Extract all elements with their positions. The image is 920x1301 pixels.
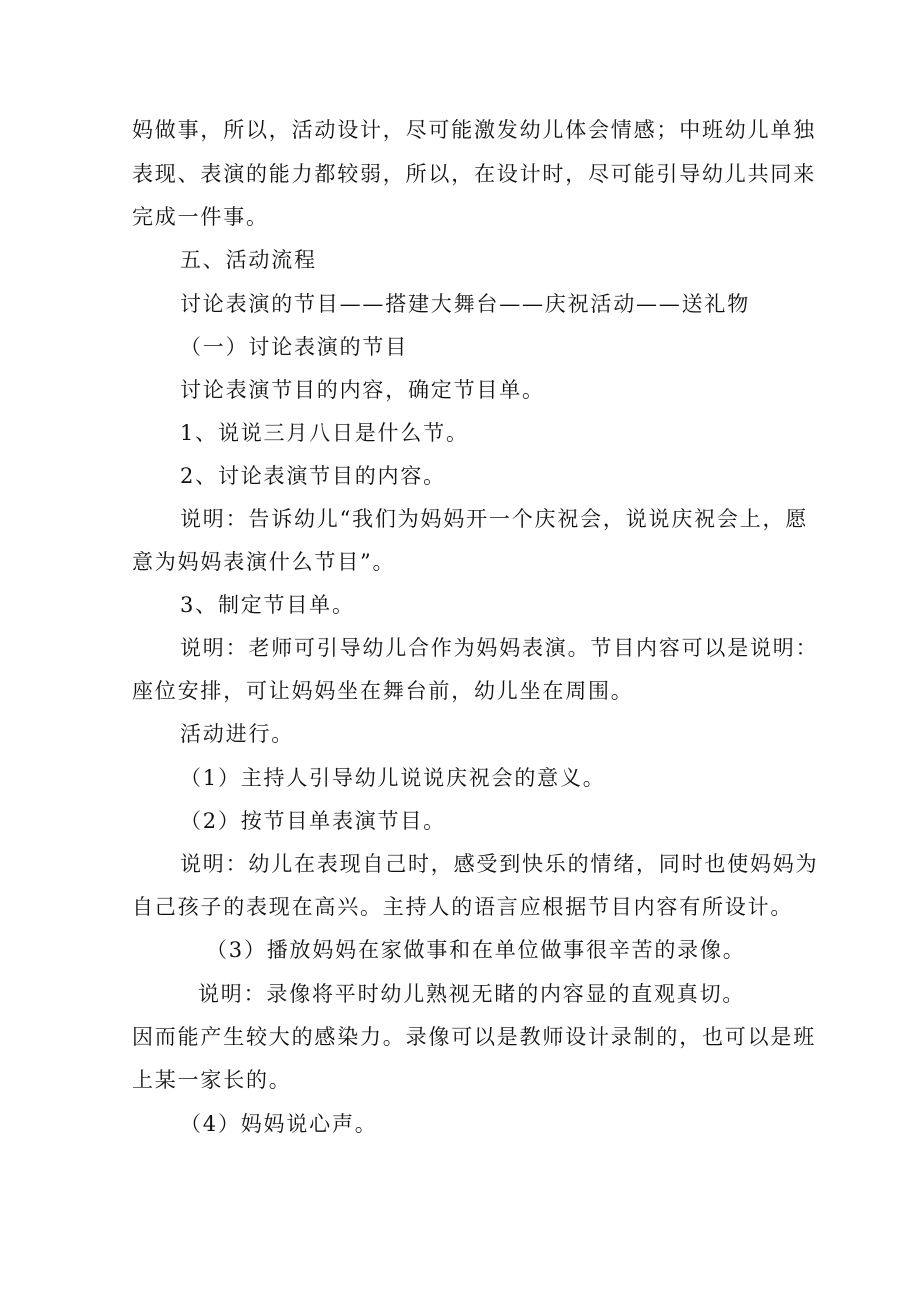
note-line: 说明：录像将平时幼儿熟视无睹的内容显的直观真切。 (198, 982, 746, 1006)
subsection-heading: （一）讨论表演的节目 (180, 335, 408, 359)
paragraph-line: 活动进行。 (180, 722, 294, 746)
paragraph-line-3: 完成一件事。 (132, 205, 269, 229)
list-item: 3、制定节目单。 (180, 593, 355, 617)
note-line: 说明：告诉幼儿“我们为妈妈开一个庆祝会，说说庆祝会上，愿 (180, 507, 809, 531)
paragraph-line-1: 妈做事，所以，活动设计，尽可能激发幼儿体会情感；中班幼儿单独 (132, 118, 816, 142)
note-line: 自己孩子的表现在高兴。主持人的语言应根据节目内容有所设计。 (132, 895, 794, 919)
list-item: （1）主持人引导幼儿说说庆祝会的意义。 (180, 766, 606, 790)
paragraph-line-2: 表现、表演的能力都较弱，所以，在设计时，尽可能引导幼儿共同来 (132, 162, 816, 186)
activity-flow-line: 讨论表演的节目——搭建大舞台——庆祝活动——送礼物 (180, 292, 750, 316)
list-item: 2、讨论表演节目的内容。 (180, 464, 446, 488)
note-line: 说明：老师可引导幼儿合作为妈妈表演。节目内容可以是说明： (180, 636, 819, 660)
list-item: （3）播放妈妈在家做事和在单位做事很辛苦的录像。 (206, 938, 746, 962)
list-item: （2）按节目单表演节目。 (180, 809, 446, 833)
list-item: （4）妈妈说心声。 (180, 1112, 378, 1136)
list-item: 1、说说三月八日是什么节。 (180, 421, 469, 445)
note-line: 因而能产生较大的感染力。录像可以是教师设计录制的，也可以是班 (132, 1025, 816, 1049)
note-line: 说明：幼儿在表现自己时，感受到快乐的情绪，同时也使妈妈为 (180, 852, 819, 876)
paragraph-line: 讨论表演节目的内容，确定节目单。 (180, 378, 545, 402)
note-line: 意为妈妈表演什么节目”。 (132, 550, 396, 574)
note-line: 上某一家长的。 (132, 1068, 292, 1092)
note-line: 座位安排，可让妈妈坐在舞台前，幼儿坐在周围。 (132, 679, 634, 703)
section-heading: 五、活动流程 (180, 248, 317, 272)
